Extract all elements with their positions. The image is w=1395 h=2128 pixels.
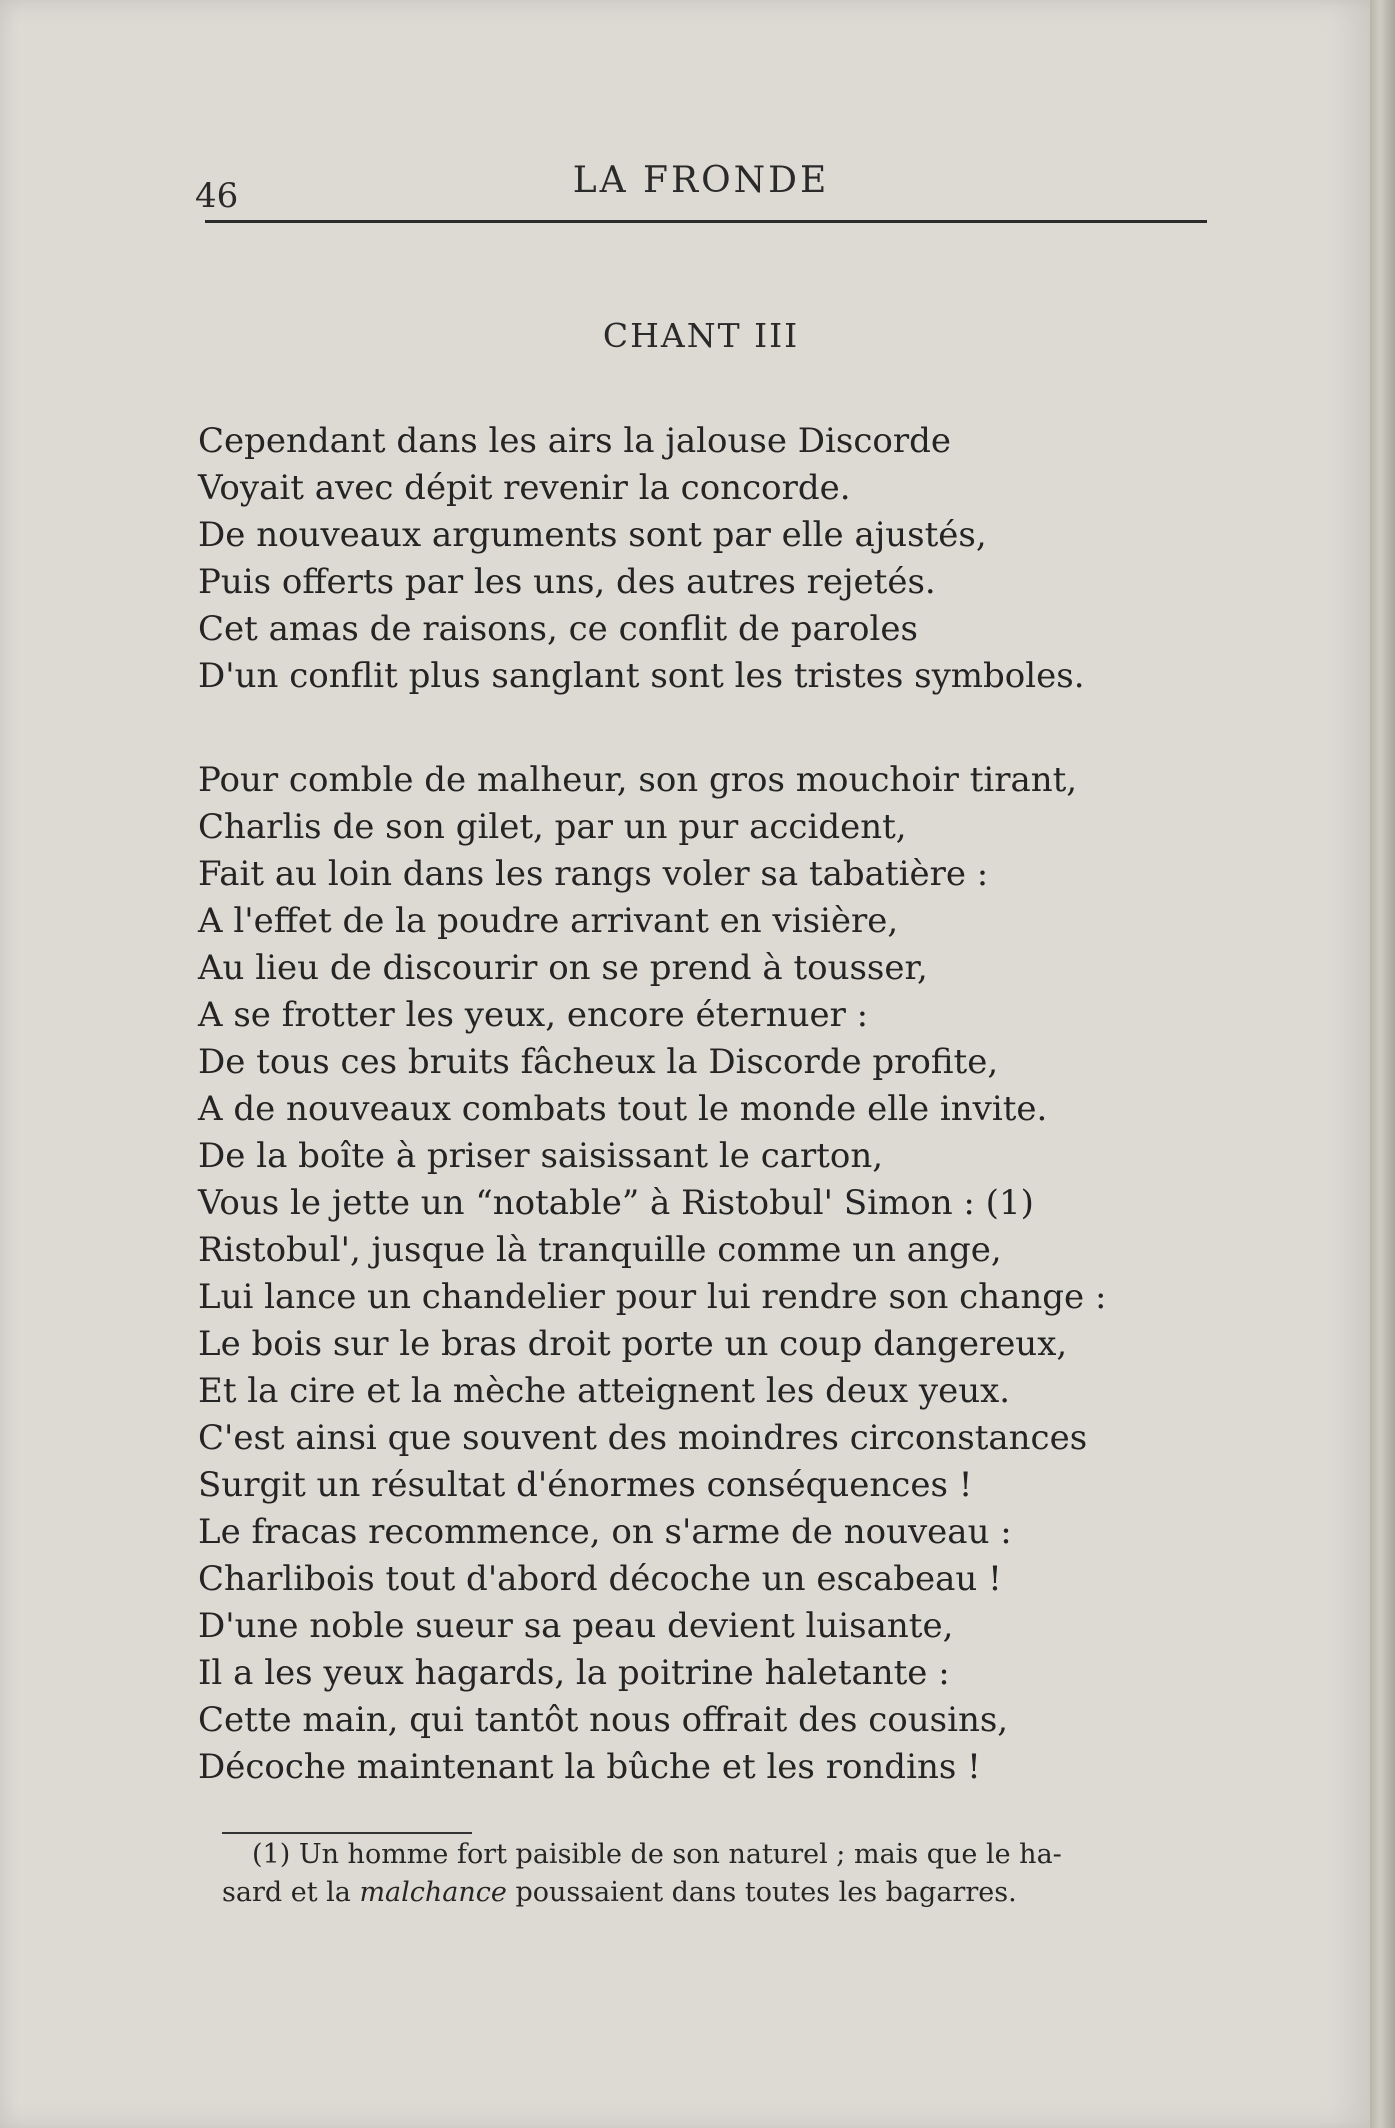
running-title: LA FRONDE [572,160,830,201]
footnote [222,1836,1242,1912]
verse-line: Pour comble de malheur, son gros mouchoir tirant, [198,760,1078,800]
verse-line: De nouveaux arguments sont par elle ajustés, [198,515,987,555]
header-rule [205,220,1207,223]
page-edge [1370,0,1395,2128]
verse-line: Le fracas recommence, on s'arme de nouveau : [198,1512,1012,1552]
footnote-italic-word: malchance [359,1877,507,1908]
verse-line: Cet amas de raisons, ce conflit de paroles [198,609,918,649]
verse-line: A l'effet de la poudre arrivant en visière, [198,901,899,941]
verse-line: Cette main, qui tantôt nous offrait des cousins, [198,1700,1009,1740]
verse-line: Voyait avec dépit revenir la concorde. [198,468,851,508]
verse-line: De tous ces bruits fâcheux la Discorde profite, [198,1042,999,1082]
verse-line: Ristobul', jusque là tranquille comme un ange, [198,1230,1002,1270]
verse-line: Vous le jette un “notable” à Ristobul' Simon : (1) [198,1183,1034,1223]
page-number: 46 [195,176,239,216]
verse-line: Charlis de son gilet, par un pur accident, [198,807,907,847]
verse-line: C'est ainsi que souvent des moindres circonstances [198,1418,1088,1458]
verse-line: D'une noble sueur sa peau devient luisante, [198,1606,954,1646]
verse-line: A se frotter les yeux, encore éternuer : [198,995,869,1035]
verse-line: Décoche maintenant la bûche et les rondins ! [198,1747,981,1787]
verse-line: Surgit un résultat d'énormes conséquences ! [198,1465,973,1505]
verse-line: Il a les yeux hagards, la poitrine haletante : [198,1653,950,1693]
verse-line: Et la cire et la mèche atteignent les deux yeux. [198,1371,1011,1411]
page-header [195,150,1207,230]
stanza-1 [198,418,1238,700]
verse-line: Cependant dans les airs la jalouse Discorde [198,421,952,461]
verse-line: Le bois sur le bras droit porte un coup dangereux, [198,1324,1068,1364]
verse-line: Au lieu de discourir on se prend à tousser, [198,948,928,988]
footnote-text: sard et la [222,1877,360,1908]
verse-line: Fait au loin dans les rangs voler sa tabatière : [198,854,989,894]
verse-line: Puis offerts par les uns, des autres rejetés. [198,562,936,602]
stanza-2 [198,757,1238,1791]
verse-line: De la boîte à priser saisissant le carton, [198,1136,884,1176]
footnote-line: (1) Un homme fort paisible de son naturel ; mais que le ha- [252,1839,1062,1870]
footnote-rule [222,1832,472,1834]
verse-line: Lui lance un chandelier pour lui rendre son change : [198,1277,1107,1317]
footnote-text: poussaient dans toutes les bagarres. [506,1877,1017,1908]
verse-line: Charlibois tout d'abord décoche un escabeau ! [198,1559,1002,1599]
verse-line: A de nouveaux combats tout le monde elle invite. [198,1089,1048,1129]
chant-title: CHANT III [602,316,800,355]
footnote-line [222,1874,1242,1912]
verse-line: D'un conflit plus sanglant sont les tristes symboles. [198,656,1085,696]
